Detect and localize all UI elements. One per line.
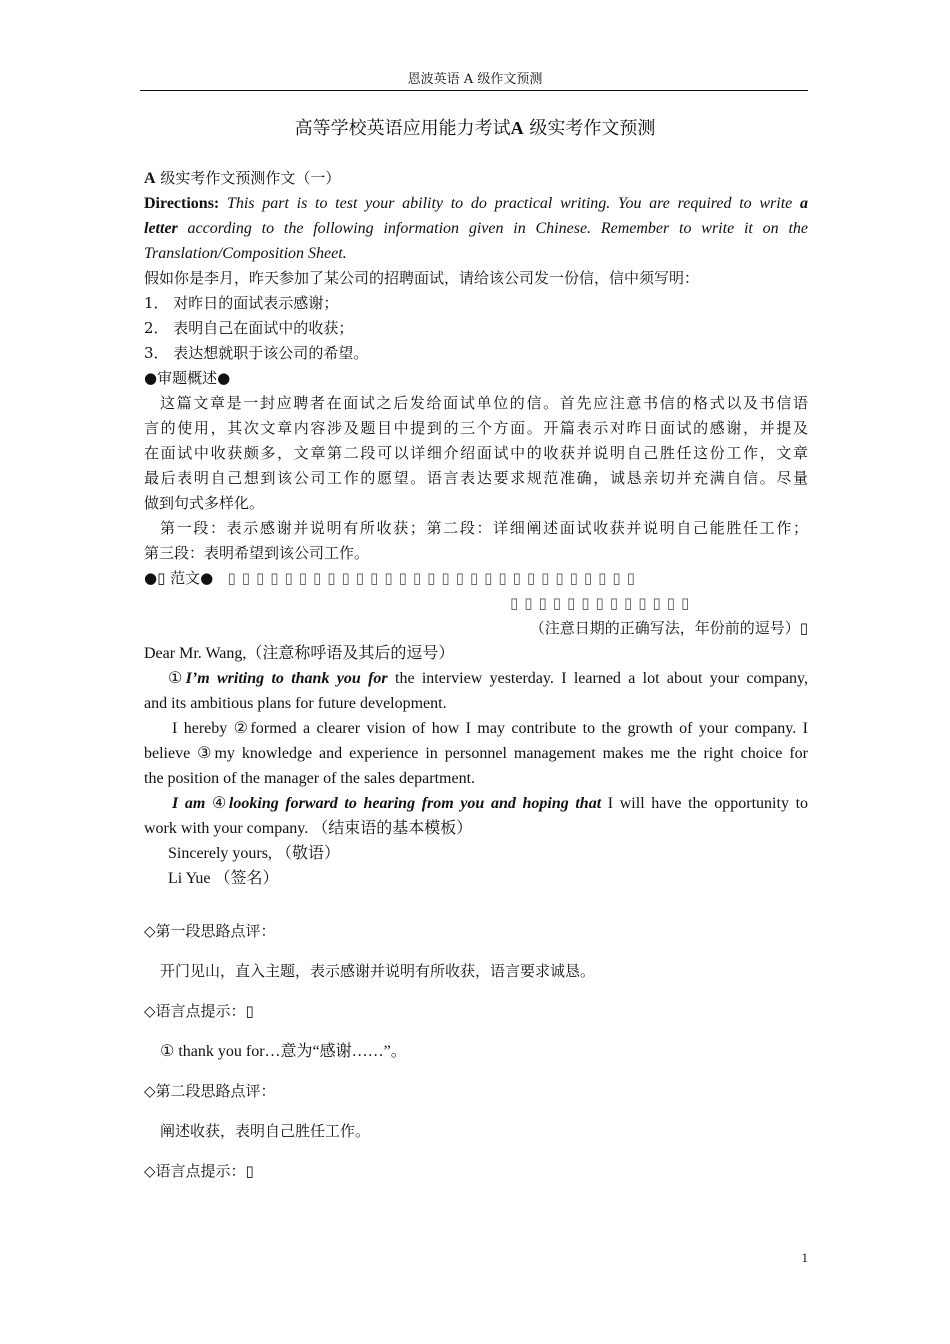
comment-heading: ◇第二段思路点评： — [144, 1082, 276, 1100]
comment-body: 开门见山，直入主题，表示感谢并说明有所收获，语言要求诚恳。 — [160, 962, 596, 980]
task-item: 2． 表明自己在面试中的收获； — [144, 319, 354, 337]
comment-body: 阐述收获，表明自己胜任工作。 — [160, 1122, 371, 1140]
letter-paragraph-2: I hereby ②formed a clearer vision of how I may contribute to the growth of your company. I — [172, 720, 808, 737]
analysis-line: 言的使用，其次文章内容涉及题目中提到的三个方面。开篇表示对昨日面试的感谢，并提及 — [144, 419, 808, 437]
structure-line-1: 第一段：表示感谢并说明有所收获；第二段：详细阐述面试收获并说明自己能胜任工作； — [160, 519, 808, 537]
analysis-line: 这篇文章是一封应聘者在面试之后发给面试单位的信。首先应注意书信的格式以及书信语 — [160, 394, 808, 412]
letter-signature: Li Yue （签名） — [168, 870, 279, 887]
page-number: 1 — [801, 1250, 808, 1265]
task-item: 3． 表达想就职于该公司的希望。 — [144, 344, 369, 362]
sample-heading-row — [144, 566, 808, 591]
letter-closing: Sincerely yours, （敬语） — [168, 845, 340, 862]
letter-salutation: Dear Mr. Wang,（注意称呼语及其后的逗号） — [144, 645, 455, 662]
comment-heading: ◇语言点提示：▯ — [144, 1002, 254, 1020]
letter-paragraph-1-cont: and its ambitious plans for future development. — [144, 695, 447, 712]
analysis-line: 最后表明自己想到该公司工作的愿望。语言表达要求规范准确，诚恳亲切并充满自信。尽量 — [144, 469, 808, 487]
header-rule — [140, 90, 808, 91]
task-intro: 假如你是李月，昨天参加了某公司的招聘面试，请给该公司发一份信，信中须写明： — [144, 269, 700, 287]
missing-glyphs: ▯▯▯▯▯▯▯▯▯▯▯▯▯ — [510, 594, 696, 612]
document-body — [144, 166, 808, 1184]
directions-line-3: Translation/Composition Sheet. — [144, 245, 347, 262]
letter-paragraph-3: I am ④looking forward to hearing from you and hoping that I will have the opportunity to — [172, 795, 809, 812]
page-header: 恩波英语 A 级作文预测 — [407, 72, 543, 87]
directions-line-1: Directions: This part is to test your ability to do practical writing. You are required to write a — [144, 195, 808, 212]
letter-paragraph-2-cont: believe ③my knowledge and experience in personnel management makes me the right choice for — [144, 745, 808, 762]
letter-paragraph-3-cont: work with your company. （结束语的基本模板） — [144, 820, 473, 837]
analysis-line: 在面试中收获颇多，文章第二段可以详细介绍面试中的收获并说明自己胜任这份工作，文章 — [144, 444, 808, 462]
missing-glyphs-row — [144, 591, 808, 616]
letter-paragraph-2-cont: the position of the manager of the sales department. — [144, 770, 476, 787]
letter-paragraph-1: ①I’m writing to thank you for the interview yesterday. I learned a lot about your company, — [168, 670, 809, 687]
directions-line-2: letter according to the following information given in Chinese. Remember to write it on the — [144, 220, 808, 237]
comment-body: ① thank you for…意为“感谢……”。 — [160, 1043, 407, 1060]
date-note: （注意日期的正确写法，年份前的逗号）▯ — [529, 619, 808, 637]
comment-heading: ◇语言点提示：▯ — [144, 1162, 254, 1180]
task-item: 1． 对昨日的面试表示感谢； — [144, 294, 339, 312]
sample-heading: ●▯ 范文● — [144, 569, 214, 587]
section-heading: A 级实考作文预测作文（一） — [144, 169, 341, 187]
analysis-heading: ●审题概述● — [144, 369, 231, 387]
structure-line-2: 第三段：表明希望到该公司工作。 — [144, 544, 370, 562]
document-title: 高等学校英语应用能力考试A 级实考作文预测 — [294, 118, 656, 139]
analysis-line: 做到句式多样化。 — [144, 494, 265, 512]
missing-glyphs: ▯▯▯▯▯▯▯▯▯▯▯▯▯▯▯▯▯▯▯▯▯▯▯▯▯▯▯▯▯ — [227, 569, 641, 587]
comment-heading: ◇第一段思路点评： — [144, 922, 276, 940]
